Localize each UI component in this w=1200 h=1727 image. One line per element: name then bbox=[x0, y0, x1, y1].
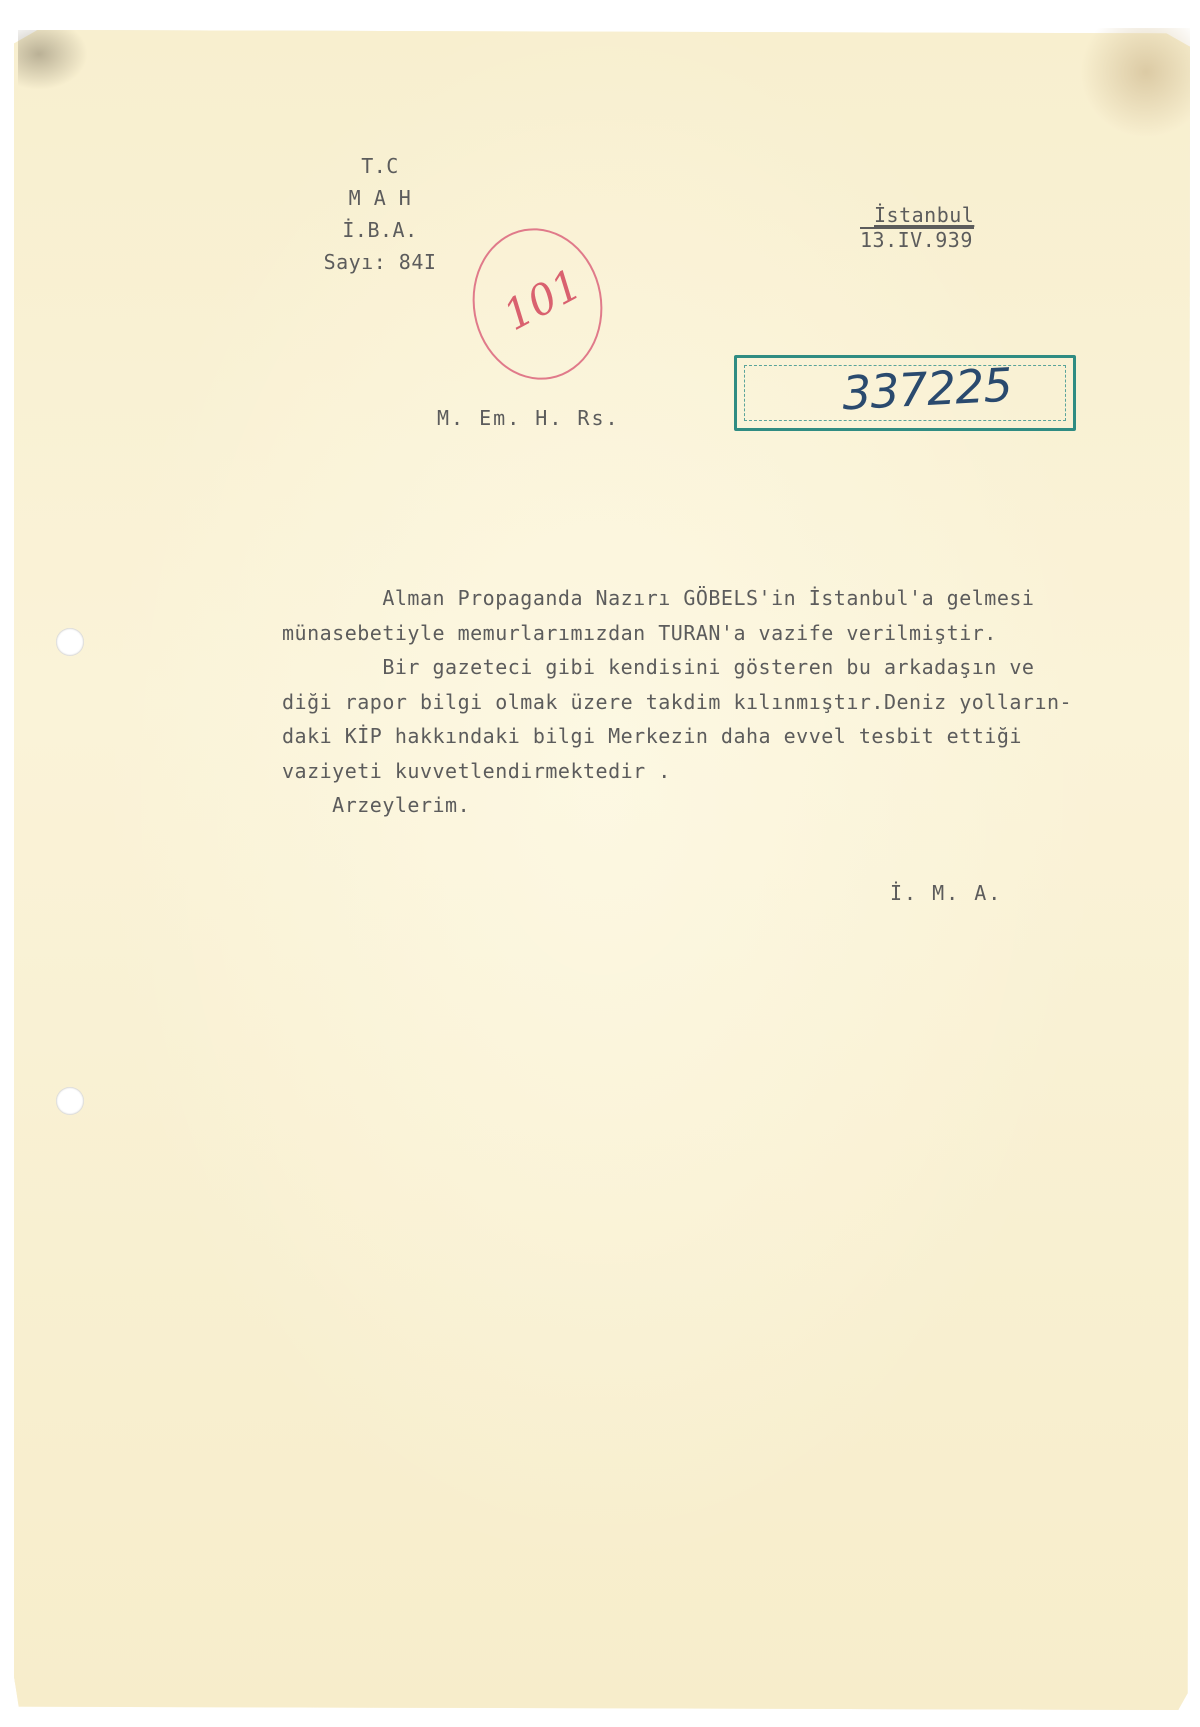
red-stamp-number: 101 bbox=[495, 259, 590, 341]
body-line: Alman Propaganda Nazırı GÖBELS'in İstanbul'a gelmesi bbox=[282, 586, 1035, 610]
signature-initials: İ. M. A. bbox=[890, 881, 1003, 905]
header-line-3: İ.B.A. bbox=[342, 218, 418, 242]
body-line: daki KİP hakkındaki bilgi Merkezin daha evvel tesbit ettiği bbox=[282, 724, 1022, 748]
sender-header bbox=[300, 156, 460, 284]
place-name: İstanbul bbox=[874, 203, 975, 227]
punch-hole bbox=[56, 628, 84, 656]
body-line: münasebetiyle memurlarımızdan TURAN'a vazife verilmiştir. bbox=[282, 620, 997, 645]
addressee: M. Em. H. Rs. bbox=[437, 406, 620, 430]
header-line-1: T.C bbox=[361, 154, 399, 178]
header-line-2: M A H bbox=[348, 186, 412, 210]
archive-box-stamp bbox=[734, 355, 1076, 431]
document-number: Sayı: 84I bbox=[323, 250, 437, 274]
body-line: Bir gazeteci gibi kendisini gösteren bu arkadaşın ve bbox=[282, 655, 1035, 679]
place-date-block bbox=[860, 205, 974, 250]
punch-hole bbox=[56, 1087, 84, 1115]
corner-smudge bbox=[18, 30, 88, 90]
body-line: diği rapor bilgi olmak üzere takdim kılınmıştır.Deniz yolların- bbox=[282, 689, 1073, 714]
document-paper bbox=[14, 30, 1190, 1710]
archive-stamp-number: 337225 bbox=[840, 357, 1013, 421]
document-date: 13.IV.939 bbox=[860, 228, 973, 252]
letter-body bbox=[282, 588, 1182, 830]
corner-stain bbox=[1080, 28, 1190, 138]
body-line: vaziyeti kuvvetlendirmektedir . bbox=[282, 758, 671, 783]
closing-line: Arzeylerim. bbox=[282, 793, 471, 817]
